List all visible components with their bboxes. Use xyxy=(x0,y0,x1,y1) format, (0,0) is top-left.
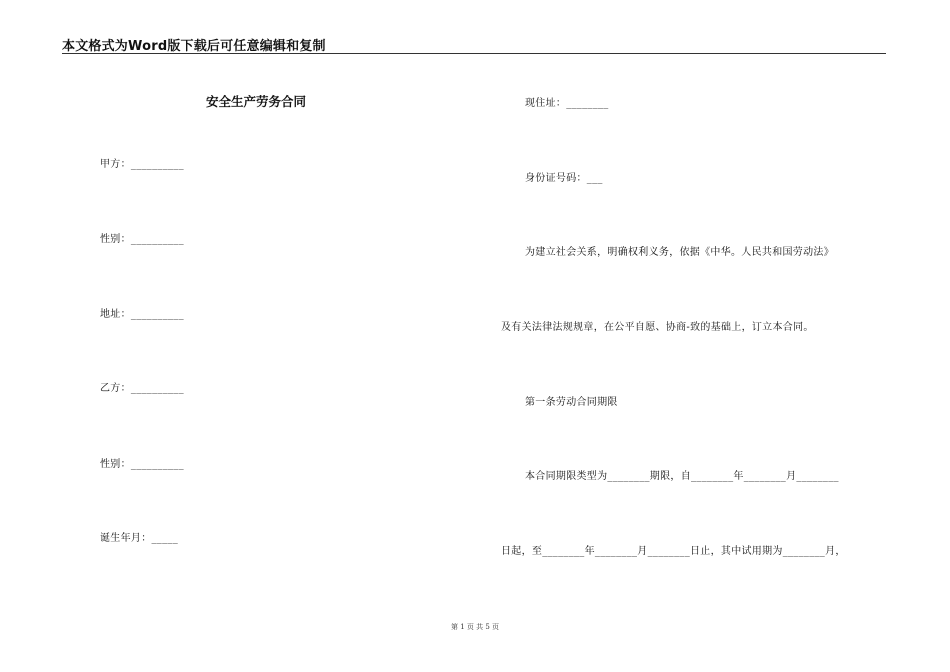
article-1-heading: 第一条劳动合同期限 xyxy=(525,397,618,408)
header-text: 本文格式为Word版下载后可任意编辑和复制 xyxy=(62,39,326,54)
party-b-gender-line: 性别：__________ xyxy=(100,459,184,470)
term-line-1: 本合同期限类型为________期限，自________年________月________ xyxy=(525,471,839,482)
right-column xyxy=(475,0,950,672)
party-b-birthdate-line: 诞生年月：_____ xyxy=(100,533,178,544)
party-a-address-line: 地址：__________ xyxy=(100,309,184,320)
id-number-line: 身份证号码：___ xyxy=(525,173,603,184)
party-a-line: 甲方：__________ xyxy=(100,159,184,170)
party-a-gender-line: 性别：__________ xyxy=(100,234,184,245)
party-b-line: 乙方：__________ xyxy=(100,383,184,394)
page-footer: 第 1 页 共 5 页 xyxy=(450,623,500,631)
preamble-line-1: 为建立社会关系，明确权利义务，依据《中华。人民共和国劳动法》 xyxy=(525,247,834,258)
term-line-2: 日起，至________年________月________日止，其中试用期为________月， xyxy=(501,546,846,557)
document-title: 安全生产劳务合同 xyxy=(206,94,307,109)
current-address-line: 现住址：________ xyxy=(525,98,609,109)
preamble-line-2: 及有关法律法规规章，在公平自愿、协商-致的基础上，订立本合同。 xyxy=(501,322,814,333)
